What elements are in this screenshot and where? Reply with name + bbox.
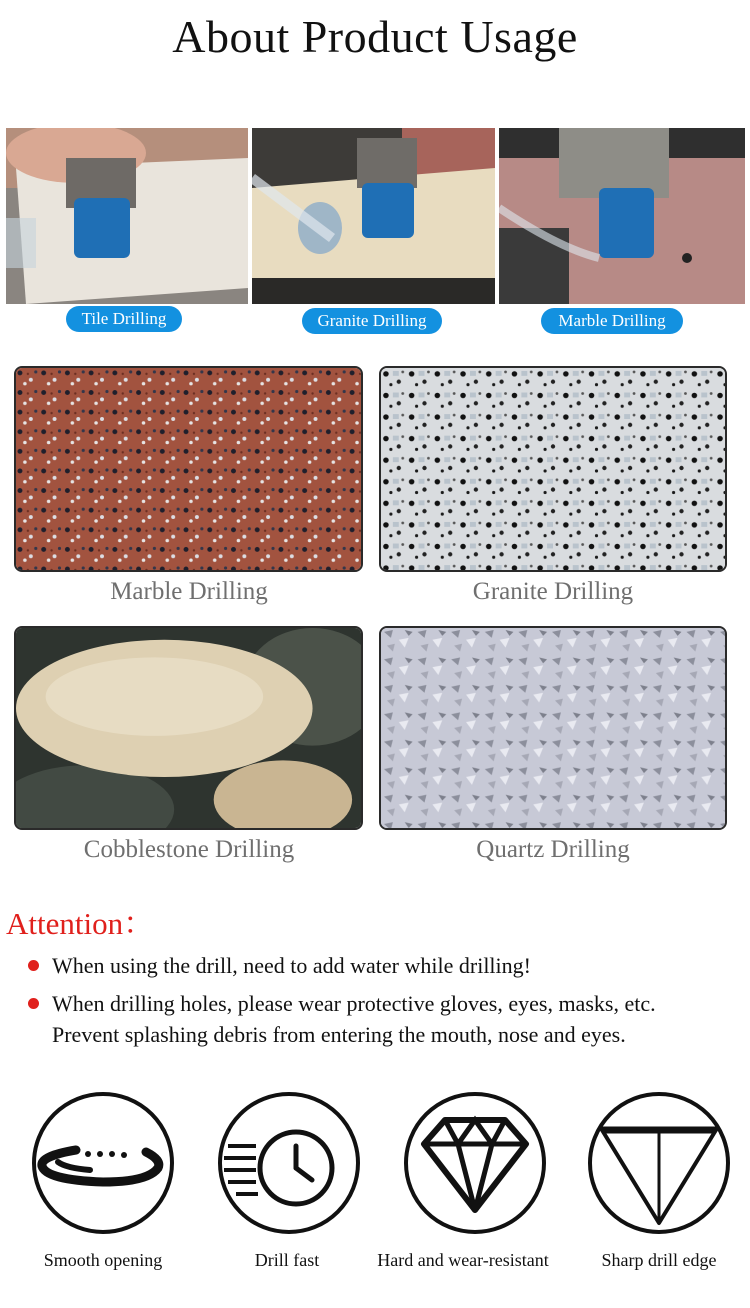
granite-drilling-label: Granite Drilling bbox=[302, 308, 442, 334]
marble-caption: Marble Drilling bbox=[110, 578, 268, 605]
page-title: About Product Usage bbox=[172, 11, 578, 62]
smooth-opening-icon bbox=[28, 1088, 178, 1238]
quartz-caption: Quartz Drilling bbox=[476, 836, 630, 863]
granite-caption: Granite Drilling bbox=[472, 578, 634, 605]
attention-heading: Attention： bbox=[6, 906, 155, 941]
feature-label: Smooth opening bbox=[43, 1250, 163, 1270]
bullet-dot-icon bbox=[28, 960, 39, 971]
attention-text: When using the drill, need to add water while drilling! bbox=[52, 953, 531, 978]
marble-drilling-photo bbox=[499, 128, 745, 304]
feature-label: Sharp drill edge bbox=[601, 1250, 717, 1270]
cobblestone-caption: Cobblestone Drilling bbox=[83, 836, 295, 863]
stopwatch-icon bbox=[214, 1088, 364, 1238]
cobblestone-sample-image bbox=[14, 626, 363, 830]
marble-drilling-label: Marble Drilling bbox=[541, 308, 683, 334]
diamond-icon bbox=[400, 1088, 550, 1238]
feature-label: Drill fast bbox=[254, 1250, 320, 1270]
tile-drilling-photo bbox=[6, 128, 248, 304]
granite-sample-image bbox=[379, 366, 727, 572]
attention-text: Prevent splashing debris from entering the mouth, nose and eyes. bbox=[52, 1022, 626, 1047]
feature-label: Hard and wear-resistant bbox=[377, 1250, 549, 1270]
triangle-edge-icon bbox=[584, 1088, 734, 1238]
tile-drilling-label: Tile Drilling bbox=[66, 306, 182, 332]
marble-sample-image bbox=[14, 366, 363, 572]
granite-drilling-photo bbox=[252, 128, 495, 304]
quartz-sample-image bbox=[379, 626, 727, 830]
bullet-dot-icon bbox=[28, 998, 39, 1009]
attention-text: When drilling holes, please wear protective gloves, eyes, masks, etc. bbox=[52, 991, 656, 1016]
